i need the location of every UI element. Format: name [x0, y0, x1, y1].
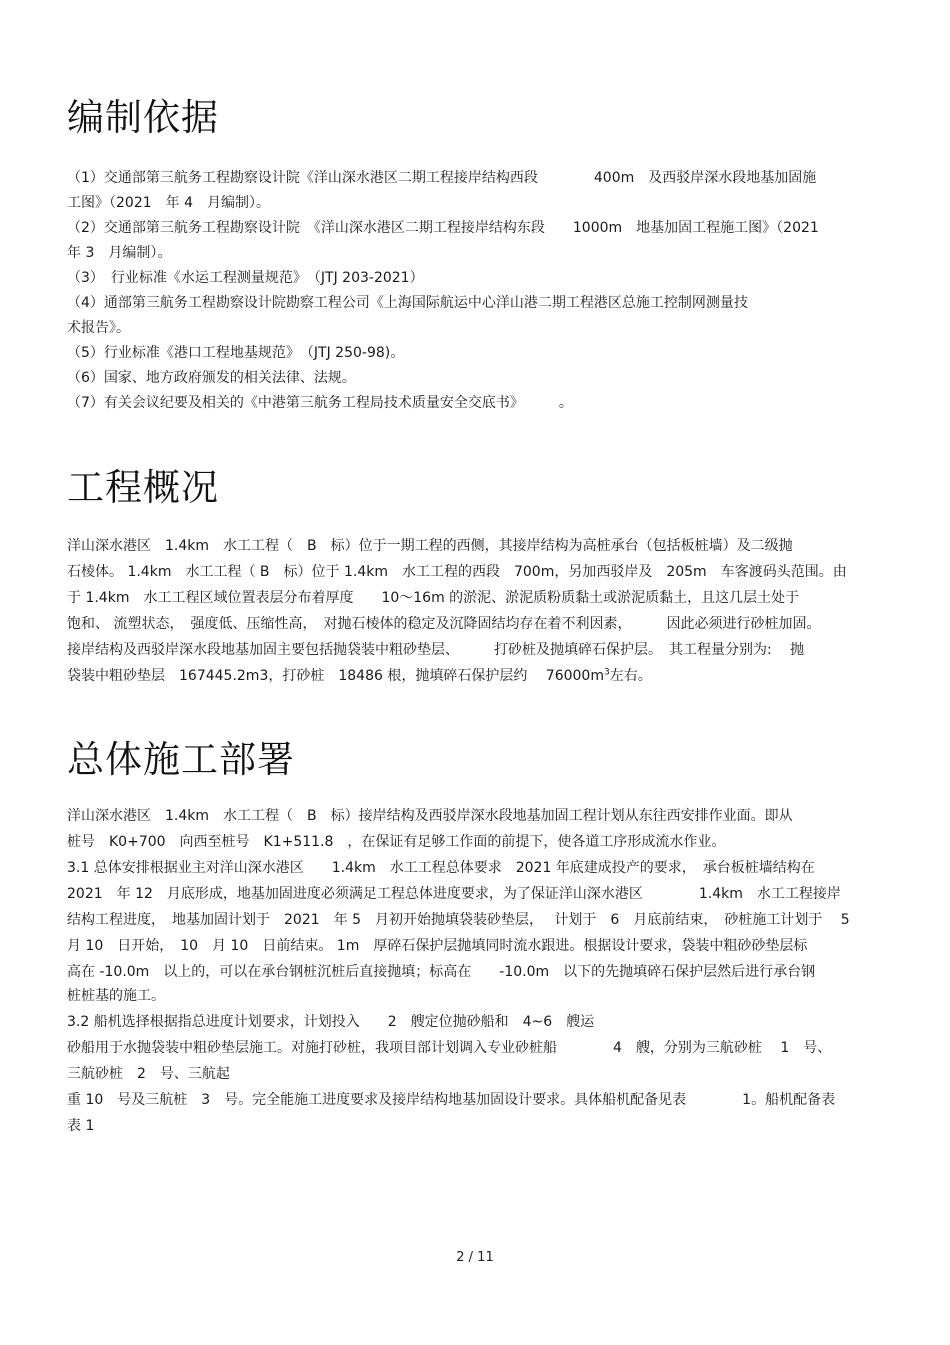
- quantities-text: 袋装中粗砂垫层 167445.2m3，打砂桩 18486 根，抛填碎石保护层约 76000m: [67, 668, 604, 684]
- text-line: 于 1.4km 水工工程区域位置表层分布着厚度 10～16m 的淤泥、淤泥质粉质黏土或淤泥质黏土，且这几层土处于: [67, 590, 800, 606]
- text-line: 工图》（2021 年 4 月编制）。: [67, 195, 270, 211]
- quantities-suffix: 左右。: [609, 668, 652, 684]
- text-line: （7）有关会议纪要及相关的《中港第三航务工程局技术质量安全交底书》 。: [67, 395, 573, 411]
- text-line: （6）国家、地方政府颁发的相关法律、法规。: [67, 370, 356, 386]
- text-line: 三航砂桩 2 号、三航起: [67, 1066, 230, 1082]
- text-line: （4）通部第三航务工程勘察设计院勘察工程公司《上海国际航运中心洋山港二期工程港区总施工控制网测量技: [67, 295, 748, 311]
- text-line: 石棱体。 1.4km 水工工程（ B 标）位于 1.4km 水工工程的西段 700m，另加西驳岸及 205m 车客渡码头范围。由: [67, 564, 847, 580]
- section-basis-body: [67, 166, 887, 416]
- text-line: 洋山深水港区 1.4km 水工工程（ B 标）接岸结构及西驳岸深水段地基加固工程计划从东往西安排作业面。即从: [67, 808, 793, 824]
- text-line: （2）交通部第三航务工程勘察设计院 《洋山深水港区二期工程接岸结构东段 1000m 地基加固工程施工图》（2021: [67, 220, 819, 236]
- section-overview-body: [67, 534, 887, 688]
- text-line: 砂船用于水抛袋装中粗砂垫层施工。对施打砂桩，我项目部计划调入专业砂桩船 4 艘，分别为三航砂桩 1 号、: [67, 1040, 832, 1056]
- text-line: 2021 年 12 月底形成，地基加固进度必须满足工程总体进度要求，为了保证洋山深水港区 1.4km 水工工程接岸: [67, 886, 841, 902]
- text-line: 3.1 总体安排根据业主对洋山深水港区 1.4km 水工工程总体要求 2021 年底建成投产的要求， 承台板桩墙结构在: [67, 860, 815, 876]
- page-indicator: 2 / 11: [456, 1250, 494, 1265]
- text-line: 桩号 K0+700 向西至桩号 K1+511.8 ，在保证有足够工作面的前提下，使各道工序形成流水作业。: [67, 834, 726, 850]
- text-line: 表 1: [67, 1118, 95, 1134]
- text-line: 接岸结构及西驳岸深水段地基加固主要包括抛袋装中粗砂垫层、 打砂桩及抛填碎石保护层。 其工程量分别为: 抛: [67, 642, 805, 658]
- text-line: 结构工程进度， 地基加固计划于 2021 年 5 月初开始抛填袋装砂垫层， 计划于 6 月底前结束， 砂桩施工计划于 5: [67, 912, 850, 928]
- text-line: 高在 -10.0m 以上的，可以在承台钢桩沉桩后直接抛填；标高在 -10.0m 以下的先抛填碎石保护层然后进行承台钢: [67, 964, 816, 980]
- text-line: 洋山深水港区 1.4km 水工工程（ B 标）位于一期工程的西侧，其接岸结构为高桩承台（包括板桩墙）及二级抛: [67, 538, 793, 554]
- section-title-basis: 编制依据: [67, 96, 219, 139]
- text-line: 饱和、 流塑状态， 强度低、压缩性高， 对抛石棱体的稳定及沉降固结均存在着不利因素， 因此必须进行砂桩加固。: [67, 616, 821, 632]
- text-line: 年 3 月编制）。: [67, 245, 172, 261]
- text-line: （3） 行业标准《水运工程测量规范》 （JTJ 203-2021）: [67, 270, 424, 286]
- text-line: 桩桩基的施工。: [67, 988, 165, 1004]
- text-line: （1）交通部第三航务工程勘察设计院《洋山深水港区二期工程接岸结构西段 400m 及西驳岸深水段地基加固施: [67, 170, 817, 186]
- text-line: 重 10 号及三航桩 3 号。完全能施工进度要求及接岸结构地基加固设计要求。具体船机配备见表 1。船机配备表: [67, 1092, 836, 1108]
- text-line: 月 10 日开始， 10 月 10 日前结束。 1m 厚碎石保护层抛填同时流水跟进。根据设计要求，袋装中粗砂砂垫层标: [67, 938, 808, 954]
- text-line: 3.2 船机选择根据指总进度计划要求，计划投入 2 艘定位抛砂船和 4~6 艘运: [67, 1014, 595, 1030]
- text-line: （5）行业标准《港口工程地基规范》 （JTJ 250-98)。: [67, 345, 405, 361]
- section-deployment-body: [67, 804, 887, 1138]
- text-line-quantities: [67, 664, 887, 688]
- section-title-overview: 工程概况: [67, 466, 219, 509]
- superscript-three: 3: [603, 667, 610, 678]
- section-title-deployment: 总体施工部署: [67, 738, 295, 781]
- text-line: 术报告》。: [67, 320, 130, 336]
